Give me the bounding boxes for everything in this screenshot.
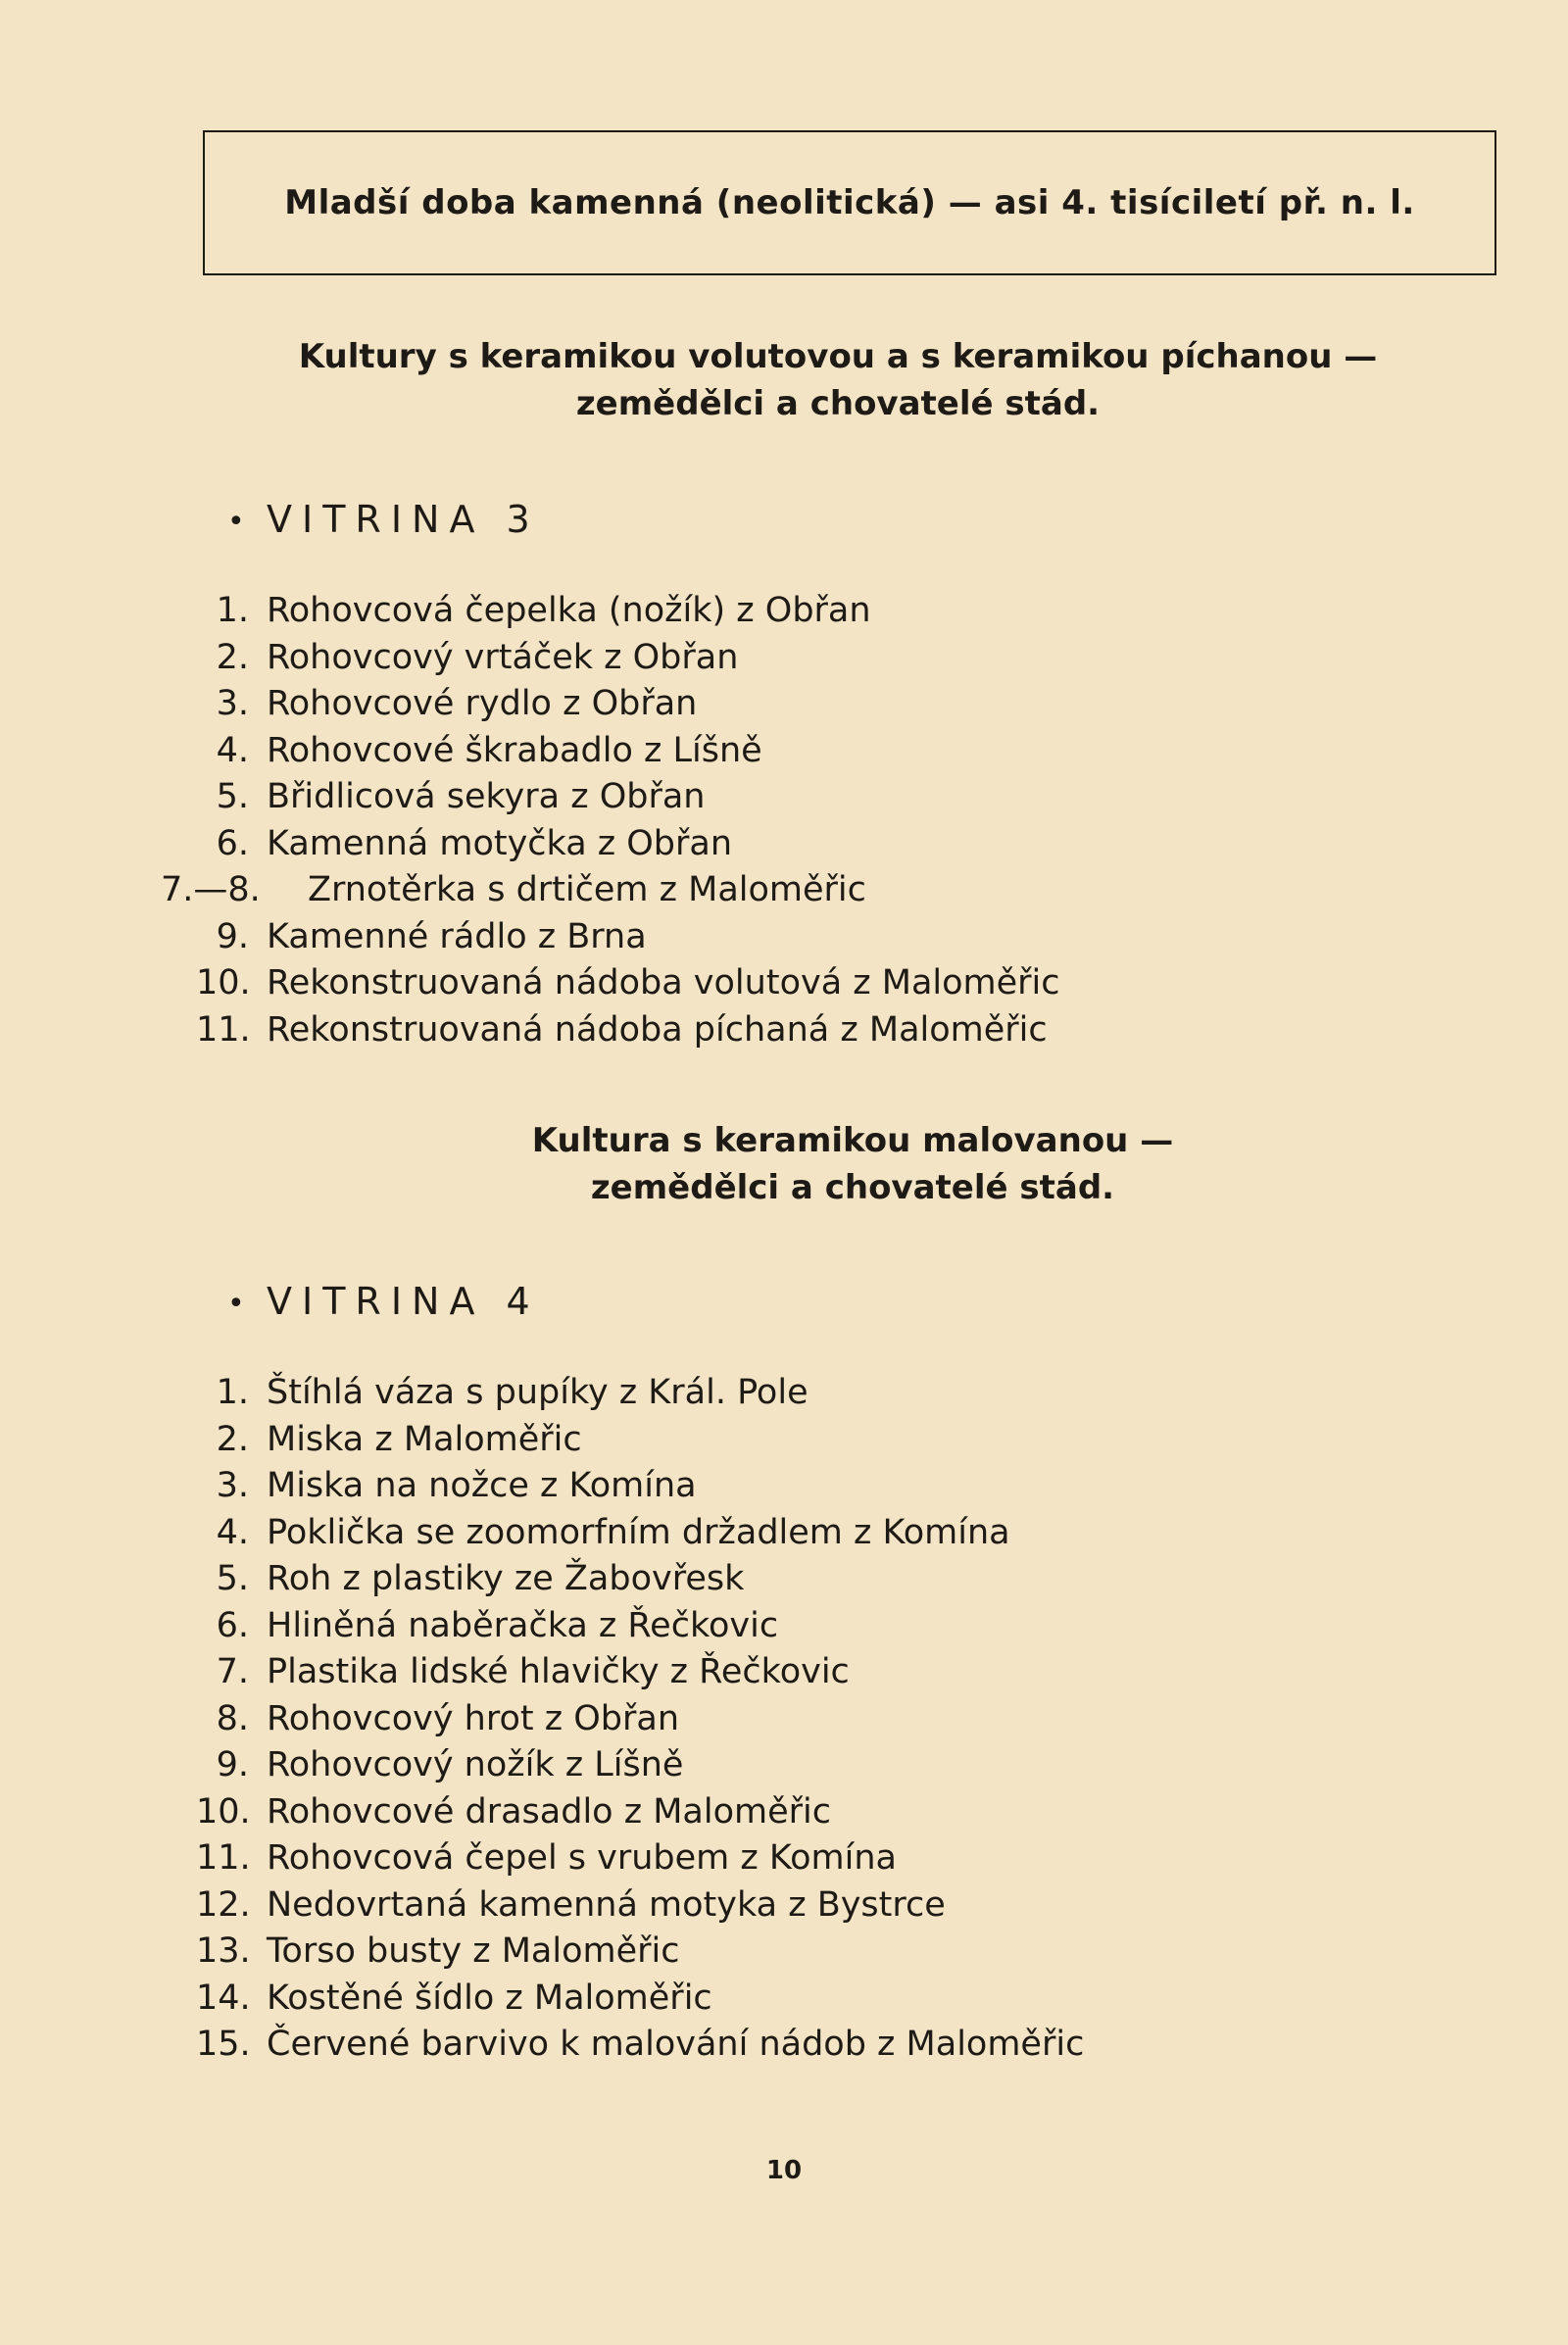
- list-item: [196, 914, 1060, 961]
- item-number: 11.: [196, 1009, 251, 1050]
- page-number: 10: [765, 2156, 803, 2185]
- item-text: Rohovcový nožík z Líšně: [267, 1745, 684, 1784]
- item-number: 6.: [216, 823, 249, 863]
- list-item: [196, 960, 1060, 1007]
- item-number: 14.: [196, 1978, 251, 2018]
- item-number: 2.: [216, 637, 249, 677]
- list-item: [196, 1510, 1084, 1557]
- list-item: [161, 867, 1060, 914]
- item-text: Hliněná naběračka z Řečkovic: [267, 1605, 779, 1645]
- item-number: 12.: [196, 1884, 251, 1925]
- item-text: Zrnotěrka s drtičem z Maloměřic: [308, 870, 866, 909]
- item-number: 2.: [216, 1419, 249, 1459]
- header-box: [203, 130, 1496, 275]
- item-text: Nedovrtaná kamenná motyka z Bystrce: [267, 1884, 946, 1925]
- item-number: 3.: [216, 684, 249, 723]
- vitrina-3-heading: [227, 498, 540, 541]
- list-item: [196, 821, 1060, 868]
- section-heading-2: [490, 1117, 1215, 1211]
- item-text: Miska z Maloměřic: [267, 1419, 582, 1459]
- section-heading-2-line1: Kultura s keramikou malovanou —: [531, 1121, 1174, 1160]
- item-number: 4.: [216, 730, 249, 770]
- vitrina-4-heading: [227, 1280, 540, 1323]
- item-number: 6.: [216, 1605, 249, 1645]
- item-number: 8.: [216, 1698, 249, 1738]
- list-item: [196, 588, 1060, 635]
- list-item: [196, 1370, 1084, 1417]
- item-number: 9.: [216, 1745, 249, 1784]
- section-heading-1: [294, 333, 1382, 427]
- item-text: Rohovcové rydlo z Obřan: [267, 684, 698, 723]
- item-number: 13.: [196, 1931, 251, 1971]
- item-text: Rohovcová čepelka (nožík) z Obřan: [267, 591, 871, 630]
- item-text: Červené barvivo k malování nádob z Maloměřic: [267, 2025, 1085, 2064]
- list-item: [196, 1556, 1084, 1603]
- item-text: Kostěné šídlo z Maloměřic: [267, 1978, 712, 2018]
- list-item: [196, 1742, 1084, 1789]
- item-text: Břidlicová sekyra z Obřan: [267, 777, 706, 816]
- bullet-icon: •: [227, 505, 245, 539]
- list-item: [196, 1789, 1084, 1836]
- list-item: [196, 1696, 1084, 1743]
- bullet-icon: •: [227, 1287, 245, 1321]
- list-item: [196, 635, 1060, 682]
- list-item: [196, 1882, 1084, 1930]
- item-text: Rohovcové drasadlo z Maloměřic: [267, 1791, 831, 1832]
- item-text: Rohovcový vrtáček z Obřan: [267, 637, 739, 677]
- item-text: Kamenná motyčka z Obřan: [267, 823, 733, 863]
- item-number: 1.: [216, 1373, 249, 1412]
- item-text: Roh z plastiky ze Žabovřesk: [267, 1559, 745, 1598]
- list-item: [196, 1835, 1084, 1882]
- item-text: Miska na nožce z Komína: [267, 1466, 697, 1505]
- list-item: [196, 2022, 1084, 2069]
- list-item: [196, 774, 1060, 821]
- item-text: Kamenné rádlo z Brna: [267, 916, 647, 956]
- list-item: [196, 1463, 1084, 1510]
- item-number: 5.: [216, 1559, 249, 1598]
- vitrina-4-label: VITRINA 4: [267, 1280, 540, 1323]
- item-number: 9.: [216, 916, 249, 956]
- item-text: Štíhlá váza s pupíky z Král. Pole: [267, 1373, 808, 1412]
- item-number: 7.: [216, 1652, 249, 1691]
- item-text: Plastika lidské hlavičky z Řečkovic: [267, 1652, 850, 1691]
- item-text: Torso busty z Maloměřic: [267, 1931, 680, 1971]
- item-text: Rohovcový hrot z Obřan: [267, 1698, 680, 1738]
- item-text: Rohovcové škrabadlo z Líšně: [267, 730, 762, 770]
- list-item: [196, 728, 1060, 775]
- item-number: 10.: [196, 963, 251, 1002]
- section-heading-1-line2: zemědělci a chovatelé stád.: [575, 384, 1101, 423]
- item-text: Rekonstruovaná nádoba píchaná z Maloměřic: [267, 1009, 1048, 1050]
- item-number: 11.: [196, 1838, 251, 1878]
- item-number: 7.—8.: [161, 870, 261, 909]
- item-number: 3.: [216, 1466, 249, 1505]
- item-text: Rohovcová čepel s vrubem z Komína: [267, 1838, 897, 1878]
- vitrina-4-list: [196, 1370, 1084, 2069]
- list-item: [196, 1007, 1060, 1054]
- list-item: [196, 681, 1060, 728]
- item-number: 1.: [216, 591, 249, 630]
- item-text: Poklička se zoomorfním držadlem z Komína: [267, 1512, 1010, 1552]
- list-item: [196, 1929, 1084, 1976]
- item-number: 10.: [196, 1791, 251, 1832]
- list-item: [196, 1417, 1084, 1464]
- item-number: 5.: [216, 777, 249, 816]
- item-number: 4.: [216, 1512, 249, 1552]
- section-heading-2-line2: zemědělci a chovatelé stád.: [590, 1168, 1115, 1207]
- item-number: 15.: [196, 2025, 251, 2064]
- item-text: Rekonstruovaná nádoba volutová z Maloměřic: [267, 963, 1060, 1002]
- section-heading-1-line1: Kultury s keramikou volutovou a s keramikou píchanou —: [298, 337, 1378, 376]
- list-item: [196, 1649, 1084, 1696]
- list-item: [196, 1603, 1084, 1650]
- vitrina-3-label: VITRINA 3: [267, 498, 540, 541]
- vitrina-3-list: [161, 588, 1060, 1053]
- list-item: [196, 1976, 1084, 2023]
- page-title: Mladší doba kamenná (neolitická) — asi 4. tisíciletí př. n. l.: [284, 183, 1415, 222]
